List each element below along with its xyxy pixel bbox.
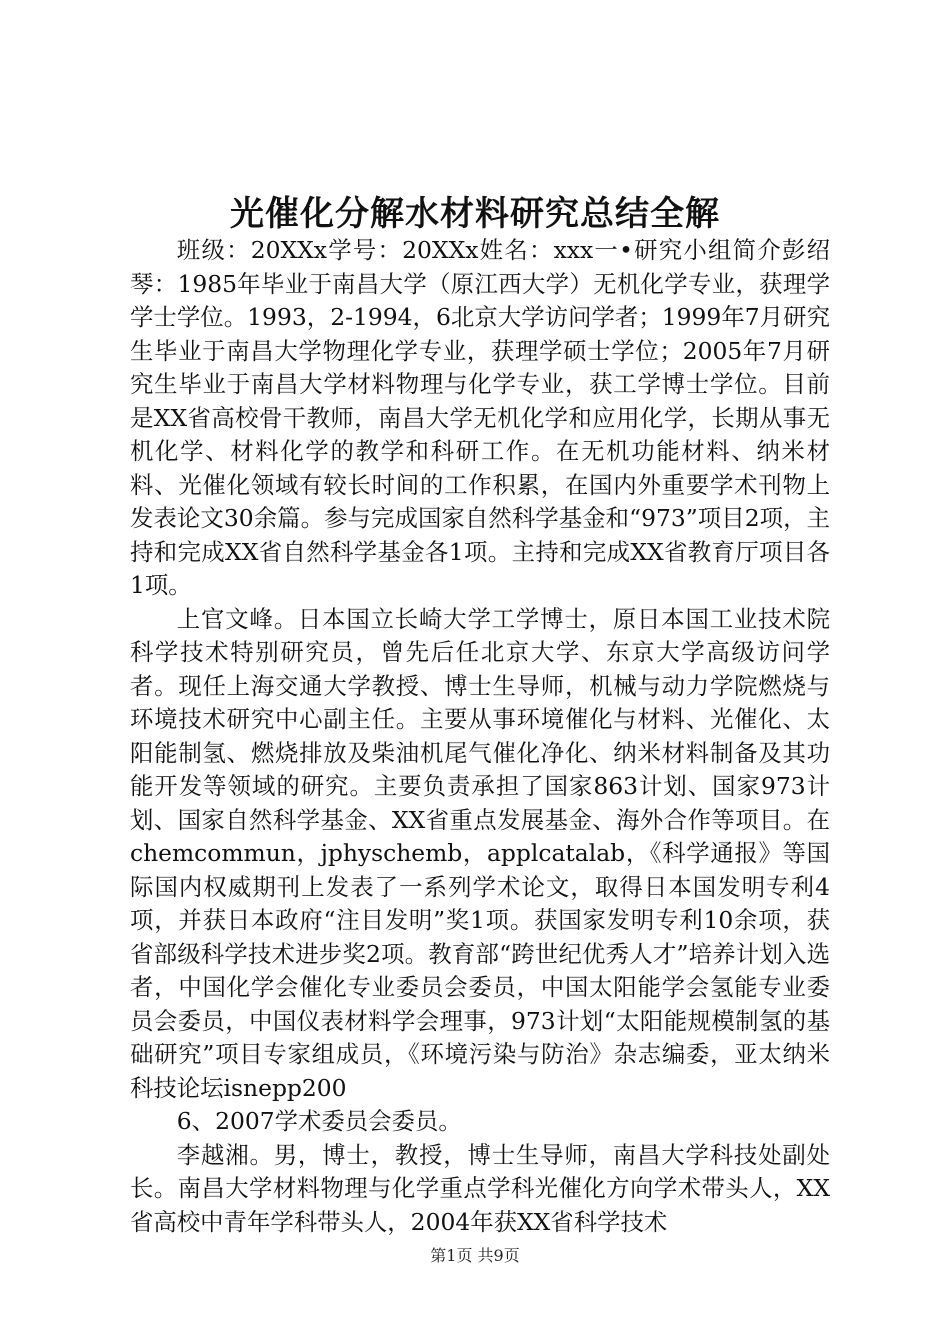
paragraph-li: 李越湘。男，博士，教授，博士生导师，南昌大学科技处副处长。南昌大学材料物理与化学重点学科光催化方向学术带头人，XX省高校中青年学科带头人，2004年获XX省科学技术 <box>130 1140 830 1236</box>
paragraph-intro-peng: 班级：20XXx学号：20XXx姓名：xxx一•研究小组简介彭绍琴：1985年毕业于南昌大学（原江西大学）无机化学专业，获理学学士学位。1993，2-1994，6北京大学访问学者；1999年7月研究生毕业于南昌大学物理化学专业，获理学硕士学位；2005年7月研究生毕业于南昌大学材料物理与化学专业，获工学博士学位。目前是XX省高校骨干教师，南昌大学无机化学和应用化学，长期从事无机化学、材料化学的教学和科研工作。在无机功能材料、纳米材料、光催化领域有较长时间的工作积累，在国内外重要学术刊物上发表论文30余篇。参与完成国家自然科学基金和“973”项目2项，主持和完成XX省自然科学基金各1项。主持和完成XX省教育厅项目各1项。 <box>130 236 830 599</box>
page-footer: 第1页 共9页 <box>430 1246 520 1265</box>
paragraph-committee: 6、2007学术委员会委员。 <box>176 1107 462 1135</box>
document-body <box>130 234 830 1239</box>
paragraph-shangguan: 上官文峰。日本国立长崎大学工学博士，原日本国工业技术院科学技术特别研究员，曾先后任北京大学、东京大学高级访问学者。现任上海交通大学教授、博士生导师，机械与动力学院燃烧与环境技术研究中心副主任。主要从事环境催化与材料、光催化、太阳能制氢、燃烧排放及柴油机尾气催化净化、纳米材料制备及其功能开发等领域的研究。主要负责承担了国家863计划、国家973计划、国家自然科学基金、XX省重点发展基金、海外合作等项目。在chemcommun，jphyschemb，applcatalab，《科学通报》等国际国内权威期刊上发表了一系列学术论文，取得日本国发明专利4项，并获日本政府“注目发明”奖1项。获国家发明专利10余项，获省部级科学技术进步奖2项。教育部“跨世纪优秀人才”培养计划入选者，中国化学会催化专业委员会委员，中国太阳能学会氢能专业委员会委员，中国仪表材料学会理事，973计划“太阳能规模制氢的基础研究”项目专家组成员，《环境污染与防治》杂志编委，亚太纳米科技论坛isnepp200 <box>130 604 830 1102</box>
document-title: 光催化分解水材料研究总结全解 <box>230 194 720 234</box>
